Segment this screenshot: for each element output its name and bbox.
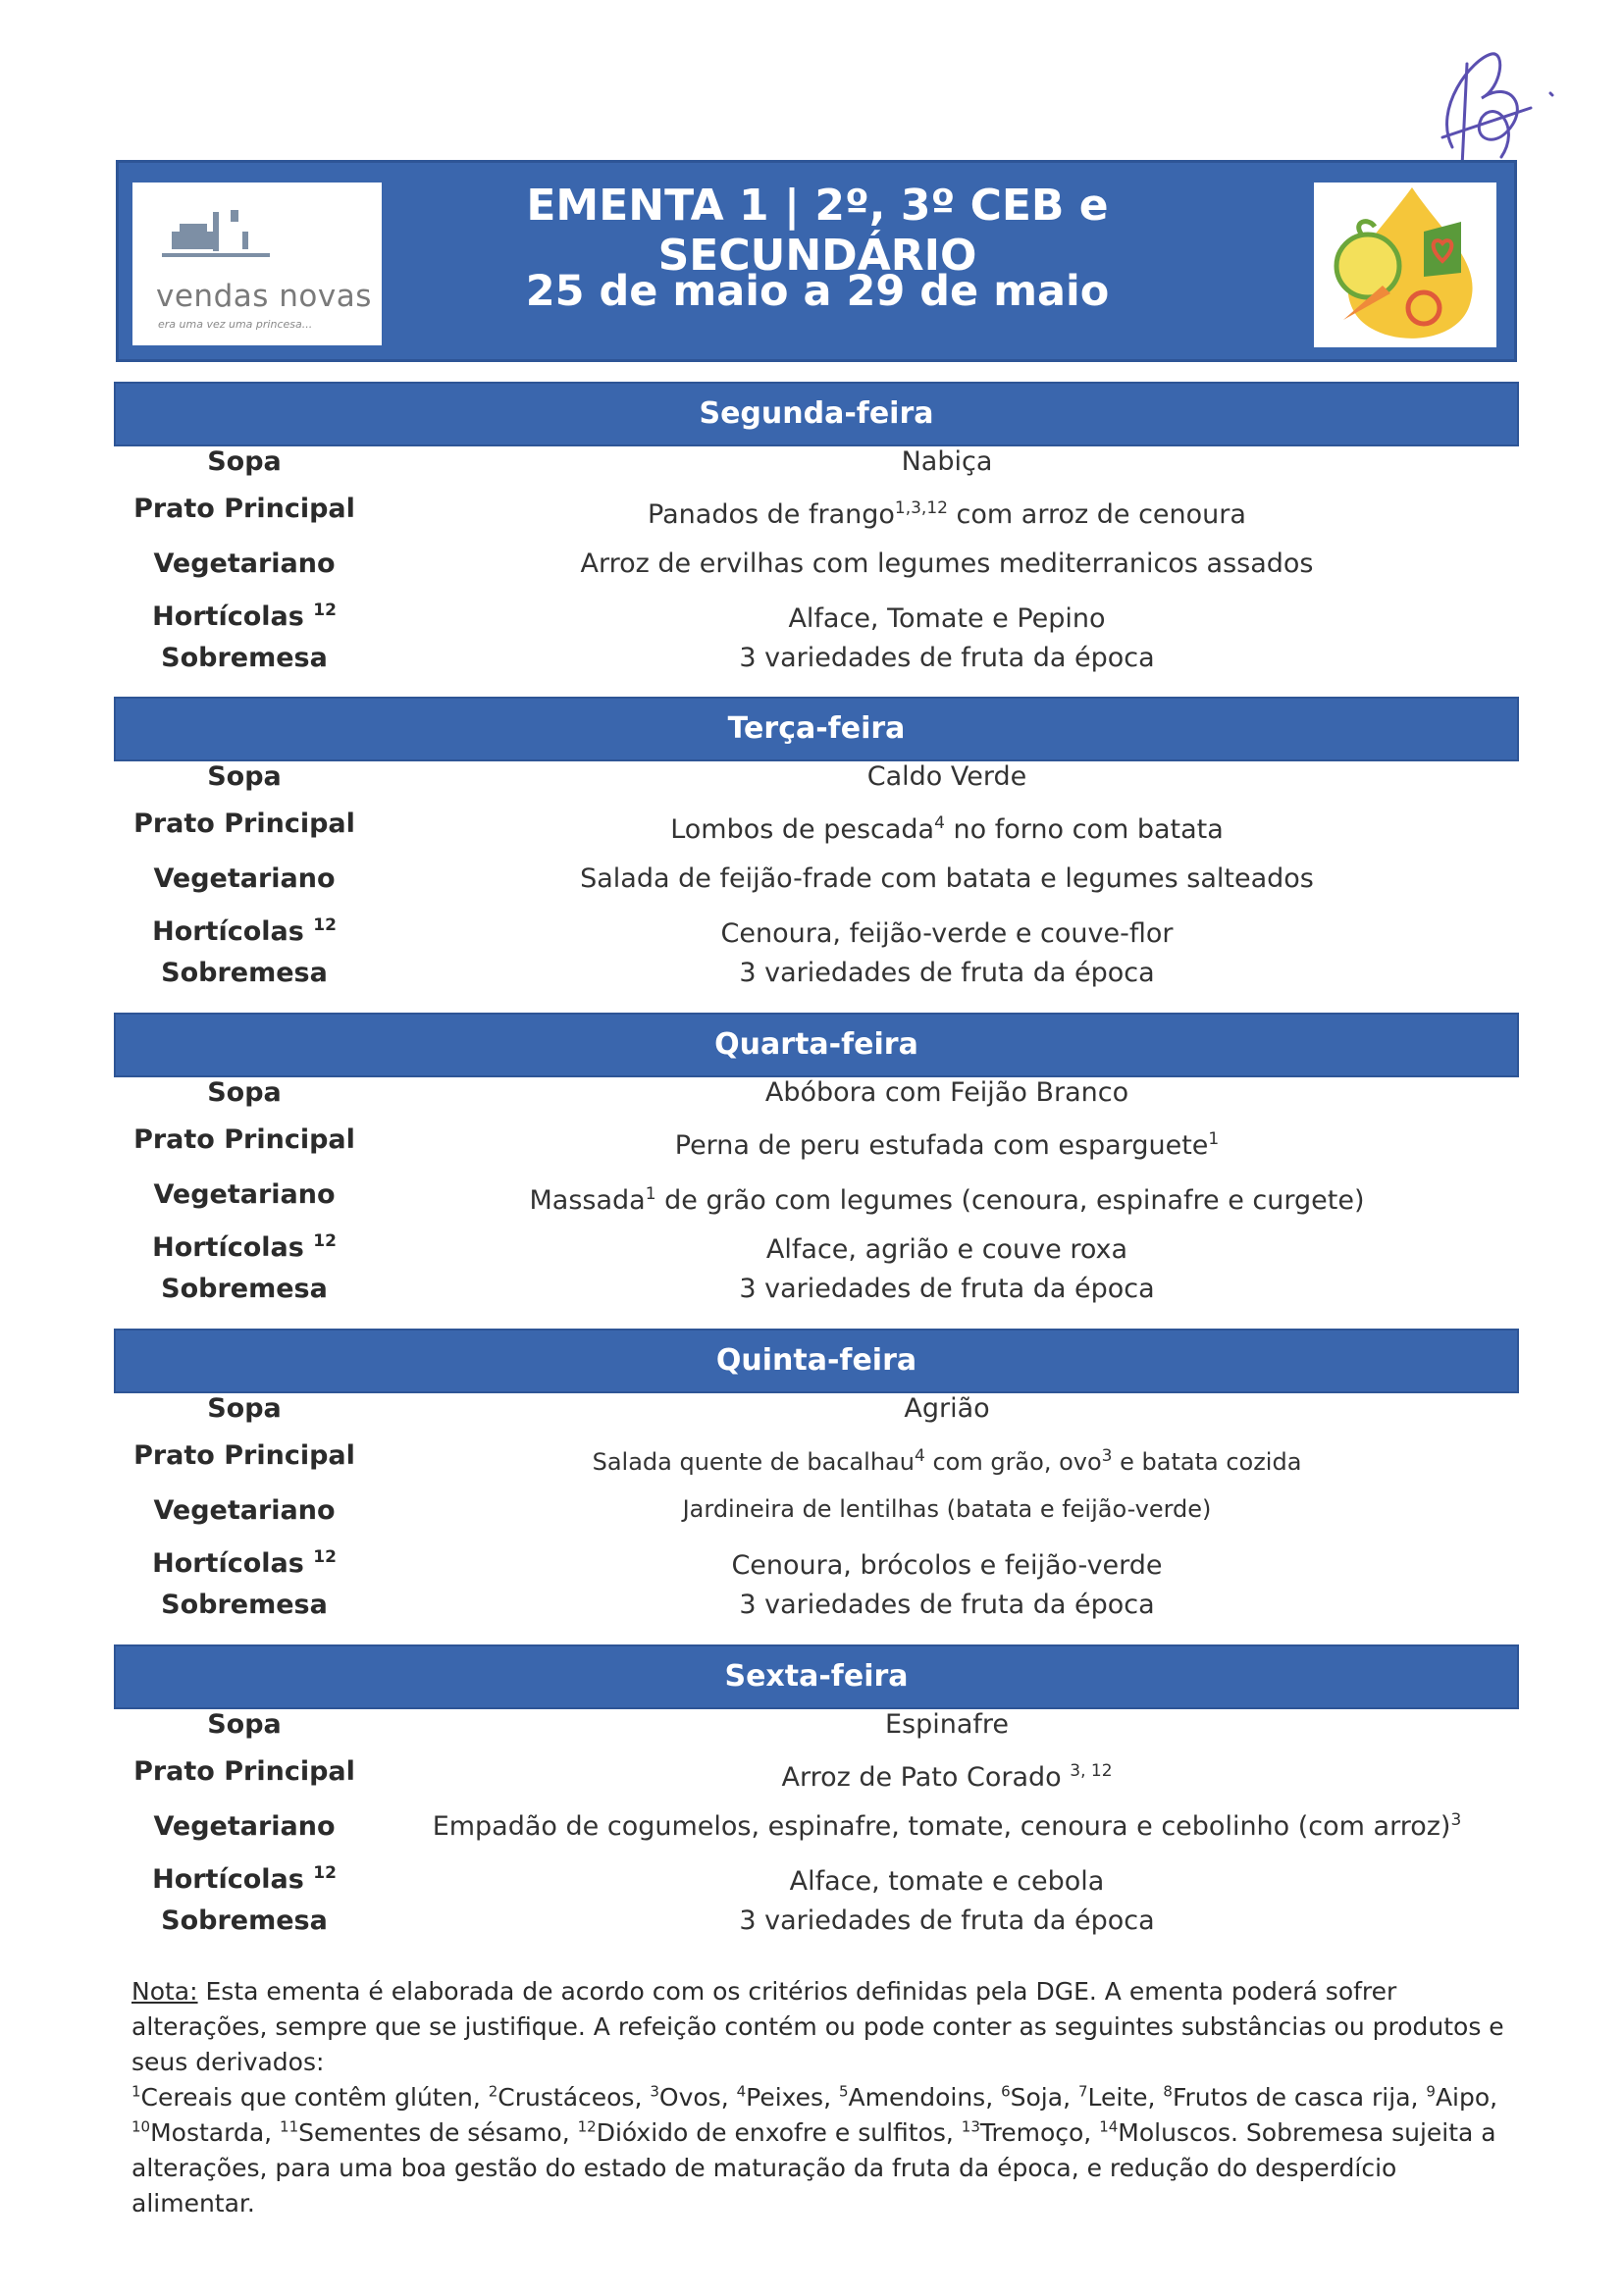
- castle-icon: [162, 202, 280, 271]
- allergen-name: Soja,: [1010, 2083, 1078, 2112]
- sobremesa-value: 3 variedades de fruta da época: [739, 1905, 1155, 1936]
- horticolas-value: Alface, agrião e couve roxa: [765, 1234, 1128, 1265]
- label-prato: Prato Principal: [133, 1124, 355, 1155]
- allergen-name: Peixes,: [746, 2083, 839, 2112]
- menu-note: [131, 1974, 1505, 2221]
- prato-value: Panados de frango$^{1,3,12}$ com arroz de cenoura: [648, 498, 1246, 530]
- day-section-wednesday: [114, 1013, 1519, 1323]
- label-sobremesa: Sobremesa: [161, 1274, 328, 1304]
- allergen-name: Crustáceos,: [497, 2083, 651, 2112]
- label-horticolas: Hortícolas $^{12}$: [152, 600, 337, 632]
- healthy-eating-logo: [1314, 183, 1496, 347]
- allergen-number: 13: [961, 2117, 980, 2136]
- brand-name: vendas novas: [156, 279, 372, 314]
- sobremesa-value: 3 variedades de fruta da época: [739, 958, 1155, 988]
- label-vegetariano: Vegetariano: [153, 548, 336, 579]
- day-section-friday: [114, 1644, 1519, 1955]
- label-prato: Prato Principal: [133, 1756, 355, 1787]
- label-sopa: Sopa: [207, 446, 282, 477]
- prato-value: Arroz de Pato Corado $^{3, 12}$: [781, 1761, 1113, 1793]
- label-sobremesa: Sobremesa: [161, 958, 328, 988]
- sopa-value: Abóbora com Feijão Branco: [764, 1077, 1129, 1108]
- allergen-name: Leite,: [1087, 2083, 1164, 2112]
- prato-value: Perna de peru estufada com esparguete$^1$: [674, 1129, 1220, 1161]
- sopa-value: Nabiça: [901, 446, 993, 477]
- horticolas-value: Cenoura, brócolos e feijão-verde: [731, 1550, 1163, 1581]
- horticolas-value: Cenoura, feijão-verde e couve-flor: [720, 918, 1174, 949]
- prato-value: Lombos de pescada$^4$ no forno com batata: [670, 813, 1224, 845]
- day-section-tuesday: [114, 697, 1519, 1007]
- label-vegetariano: Vegetariano: [153, 1179, 336, 1210]
- allergen-number: 11: [280, 2117, 299, 2136]
- menu-header: [116, 160, 1517, 362]
- day-title: Quinta-feira: [114, 1329, 1519, 1393]
- vendas-novas-logo: [132, 183, 382, 345]
- vegetariano-value: Empadão de cogumelos, espinafre, tomate, cenoura e cebolinho (com arroz)$^3$: [432, 1810, 1462, 1842]
- note-text: Esta ementa é elaborada de acordo com os critérios definidas pela DGE. A ementa poderá sofrer alterações, sempre que se justifique. A refeição contém ou pode conter as seguintes substâncias ou produtos e seus derivados:: [131, 1977, 1504, 2076]
- menu-date-range: 25 de maio a 29 de maio: [525, 267, 1110, 316]
- day-title: Quarta-feira: [114, 1013, 1519, 1077]
- allergen-name: Ovos,: [658, 2083, 737, 2112]
- label-sobremesa: Sobremesa: [161, 1590, 328, 1620]
- allergen-name: Mostarda,: [150, 2118, 281, 2147]
- allergen-number: 14: [1099, 2117, 1119, 2136]
- label-prato: Prato Principal: [133, 809, 355, 839]
- vegetariano-value: Arroz de ervilhas com legumes mediterranicos assados: [580, 548, 1314, 579]
- sopa-value: Caldo Verde: [866, 761, 1027, 792]
- allergen-number: 10: [131, 2117, 151, 2136]
- allergen-number: 9: [1426, 2082, 1436, 2101]
- label-sopa: Sopa: [207, 1077, 282, 1108]
- label-vegetariano: Vegetariano: [153, 1495, 336, 1526]
- allergen-number: 2: [488, 2082, 498, 2101]
- allergen-number: 1: [131, 2082, 141, 2101]
- sopa-value: Espinafre: [884, 1709, 1010, 1740]
- vegetariano-value: Jardineira de lentilhas (batata e feijão-verde): [682, 1495, 1212, 1523]
- label-vegetariano: Vegetariano: [153, 1811, 336, 1842]
- sobremesa-value: 3 variedades de fruta da época: [739, 1274, 1155, 1304]
- vegetariano-value: Massada$^1$ de grão com legumes (cenoura, espinafre e curgete): [529, 1184, 1365, 1216]
- fruit-vegetable-icon: [1314, 183, 1496, 347]
- day-section-monday: [114, 382, 1519, 692]
- allergen-number: 8: [1163, 2082, 1173, 2101]
- allergen-name: Dióxido de enxofre e sulfitos,: [596, 2118, 962, 2147]
- label-sobremesa: Sobremesa: [161, 1905, 328, 1936]
- label-sobremesa: Sobremesa: [161, 643, 328, 673]
- allergen-name: Moluscos.: [1118, 2118, 1238, 2147]
- label-horticolas: Hortícolas $^{12}$: [152, 1547, 337, 1579]
- prato-value: Salada quente de bacalhau$^4$ com grão, ovo$^3$ e batata cozida: [592, 1446, 1302, 1476]
- allergen-number: 4: [736, 2082, 747, 2101]
- brand-tagline: era uma vez uma princesa...: [158, 318, 313, 331]
- handwritten-signature: [1413, 39, 1560, 177]
- allergen-number: 5: [838, 2082, 849, 2101]
- vegetariano-value: Salada de feijão-frade com batata e legumes salteados: [580, 863, 1314, 894]
- day-title: Segunda-feira: [114, 382, 1519, 446]
- day-title: Sexta-feira: [114, 1644, 1519, 1709]
- allergen-name: Aipo,: [1435, 2083, 1498, 2112]
- allergen-number: 3: [650, 2082, 659, 2101]
- allergen-name: Cereais que contêm glúten,: [140, 2083, 489, 2112]
- sopa-value: Agrião: [904, 1393, 990, 1424]
- menu-title: EMENTA 1 | 2º, 3º CEB e SECUNDÁRIO: [526, 181, 1109, 281]
- sobremesa-value: 3 variedades de fruta da época: [739, 643, 1155, 673]
- label-prato: Prato Principal: [133, 1440, 355, 1471]
- label-vegetariano: Vegetariano: [153, 863, 336, 894]
- allergen-name: Amendoins,: [848, 2083, 1002, 2112]
- allergen-number: 6: [1001, 2082, 1011, 2101]
- note-text-end: Sobremesa sujeita a alterações, para uma boa gestão do estado de maturação da fruta da época, e redução do desperdício alimentar.: [131, 2118, 1496, 2218]
- label-sopa: Sopa: [207, 1709, 282, 1740]
- allergen-name: Tremoço,: [979, 2118, 1100, 2147]
- label-horticolas: Hortícolas $^{12}$: [152, 1231, 337, 1263]
- allergen-number: 12: [577, 2117, 597, 2136]
- sobremesa-value: 3 variedades de fruta da época: [739, 1590, 1155, 1620]
- day-title: Terça-feira: [114, 697, 1519, 761]
- allergen-name: Sementes de sésamo,: [298, 2118, 578, 2147]
- note-label: Nota:: [131, 1977, 198, 2006]
- allergen-name: Frutos de casca rija,: [1172, 2083, 1427, 2112]
- day-section-thursday: [114, 1329, 1519, 1639]
- label-horticolas: Hortícolas $^{12}$: [152, 1863, 337, 1895]
- label-sopa: Sopa: [207, 1393, 282, 1424]
- label-horticolas: Hortícolas $^{12}$: [152, 915, 337, 947]
- horticolas-value: Alface, Tomate e Pepino: [788, 603, 1106, 634]
- label-prato: Prato Principal: [133, 494, 355, 524]
- label-sopa: Sopa: [207, 761, 282, 792]
- horticolas-value: Alface, tomate e cebola: [789, 1866, 1105, 1897]
- allergen-number: 7: [1077, 2082, 1088, 2101]
